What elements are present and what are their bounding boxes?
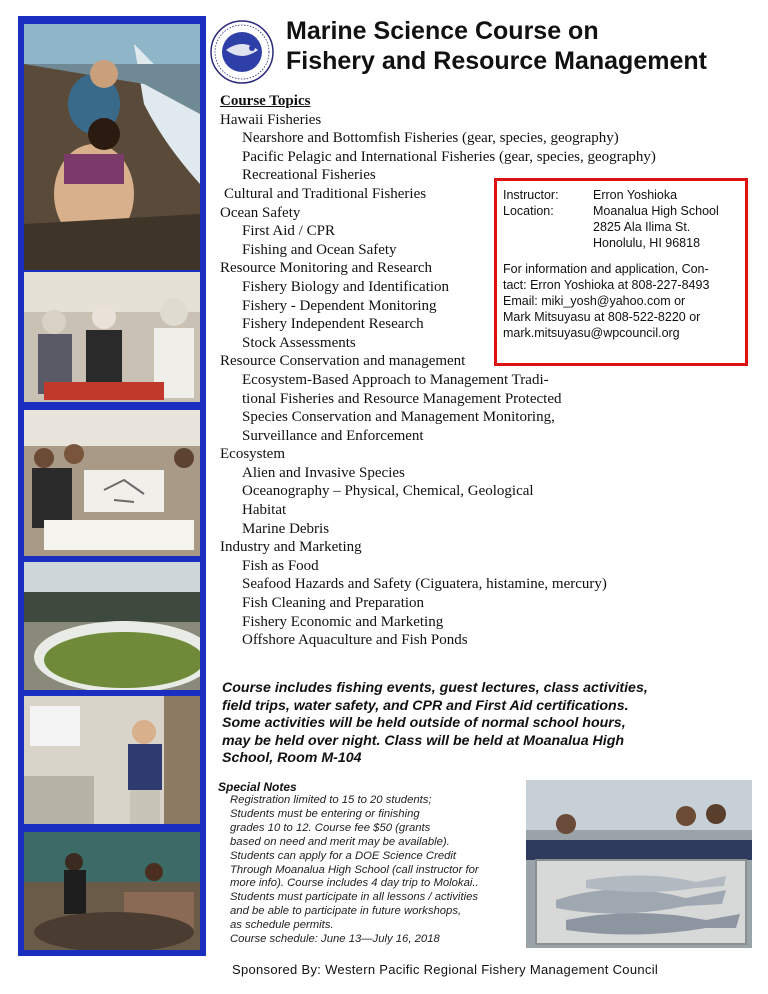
note-line: Students can apply for a DOE Science Credit — [230, 849, 457, 862]
topic-item: Fishing and Ocean Safety — [242, 241, 397, 258]
instructor-row — [503, 187, 739, 203]
topic-item: Oceanography – Physical, Chemical, Geological — [242, 483, 534, 500]
contact-line: Mark Mitsuyasu at 808-522-8220 or — [503, 310, 701, 324]
course-topics-header: Course Topics — [220, 93, 311, 109]
topic-item: Seafood Hazards and Safety (Ciguatera, histamine, mercury) — [242, 576, 607, 593]
callout-line: may be held over night. Class will be held at Moanalua High — [222, 732, 625, 749]
contact-email-line[interactable]: mark.mitsuyasu@wpcouncil.org — [503, 326, 680, 340]
topic-item: Cultural and Traditional Fisheries — [224, 185, 427, 202]
note-line: Students must participate in all lessons / activities — [230, 891, 479, 904]
contact-line: tact: Erron Yoshioka at 808-227-8493 — [503, 278, 710, 292]
topic-item: Fish as Food — [242, 557, 319, 574]
topic-item: Stock Assessments — [242, 334, 356, 351]
location-address — [593, 203, 719, 251]
location-line: Honolulu, HI 96818 — [593, 236, 701, 250]
council-logo — [210, 20, 274, 84]
photo-fish-truck — [526, 780, 752, 948]
location-row — [503, 203, 739, 251]
topic-category: Ecosystem — [220, 446, 285, 463]
topic-category: Resource Monitoring and Research — [220, 260, 433, 277]
course-callout — [222, 680, 742, 768]
photo-lab-students — [24, 272, 200, 402]
photo-fishpond — [24, 562, 200, 690]
callout-line: School, Room M-104 — [222, 750, 362, 767]
topic-category: Industry and Marketing — [220, 539, 362, 556]
callout-line: Course includes fishing events, guest lectures, class activities, — [222, 680, 648, 696]
course-topics — [220, 92, 690, 650]
special-notes — [230, 794, 520, 947]
topic-item: Fishery Economic and Marketing — [242, 613, 444, 630]
note-line: as schedule permits. — [230, 919, 334, 932]
photo-octopus-group — [24, 410, 200, 556]
callout-line: field trips, water safety, and CPR and First Aid certifications. — [222, 697, 629, 714]
topic-item: Fish Cleaning and Preparation — [242, 595, 425, 612]
note-line: grades 10 to 12. Course fee $50 (grants — [230, 821, 431, 834]
topic-item: Habitat — [242, 502, 287, 519]
topic-item: Fishery - Dependent Monitoring — [242, 297, 437, 314]
topic-item: Ecosystem-Based Approach to Management Tradi- — [242, 371, 549, 388]
topic-category: Resource Conservation and management — [220, 353, 466, 370]
topic-item: Offshore Aquaculture and Fish Ponds — [242, 632, 468, 649]
topic-item: Fishery Independent Research — [242, 316, 424, 333]
topic-item: Pacific Pelagic and International Fisheries (gear, species, geography) — [242, 148, 656, 165]
location-label: Location: — [503, 204, 554, 218]
note-line: and be able to participate in future workshops, — [230, 905, 462, 918]
topic-item: tional Fisheries and Resource Management Protected — [242, 390, 562, 407]
location-line: 2825 Ala Ilima St. — [593, 220, 691, 234]
note-line: based on need and merit may be available). — [230, 835, 450, 848]
instructor-info-box — [494, 178, 748, 366]
topic-item: Nearshore and Bottomfish Fisheries (gear, species, geography) — [242, 130, 619, 147]
note-line: Through Moanalua High School (call instructor for — [230, 863, 479, 876]
topic-item: Recreational Fisheries — [242, 167, 376, 184]
photo-sidebar — [18, 16, 206, 956]
note-line: Students must be entering or finishing — [230, 807, 420, 820]
photo-classroom-teacher — [24, 696, 200, 824]
instructor-name: Erron Yoshioka — [593, 188, 678, 202]
contact-email-line[interactable]: Email: miki_yosh@yahoo.com or — [503, 294, 686, 308]
callout-line: Some activities will be held outside of normal school hours, — [222, 715, 626, 732]
topic-category: Ocean Safety — [220, 204, 301, 221]
photo-shoreline-group — [24, 832, 200, 950]
title-line-1: Marine Science Course on — [286, 17, 599, 45]
topic-item: Species Conservation and Management Monitoring, — [242, 409, 555, 426]
photo-tidepool-students — [24, 24, 200, 270]
note-line: more info). Course includes 4 day trip to Molokai.. — [230, 877, 479, 890]
note-line: Registration limited to 15 to 20 students; — [230, 794, 432, 806]
page-title — [286, 16, 707, 76]
title-line-2: Fishery and Resource Management — [286, 47, 707, 75]
topic-item: Fishery Biology and Identification — [242, 278, 450, 295]
note-line: Course schedule: June 13—July 16, 2018 — [230, 933, 440, 946]
special-notes-title: Special Notes — [218, 780, 297, 794]
instructor-label: Instructor: — [503, 188, 559, 202]
topic-item: Marine Debris — [242, 520, 330, 537]
contact-line: For information and application, Con- — [503, 262, 709, 276]
sponsor-line: Sponsored By: Western Pacific Regional Fishery Management Council — [232, 962, 659, 977]
topic-category: Hawaii Fisheries — [220, 111, 322, 128]
topic-item: First Aid / CPR — [242, 223, 335, 240]
location-line: Moanalua High School — [593, 204, 719, 218]
topic-item: Alien and Invasive Species — [242, 464, 405, 481]
topic-item: Surveillance and Enforcement — [242, 427, 424, 444]
